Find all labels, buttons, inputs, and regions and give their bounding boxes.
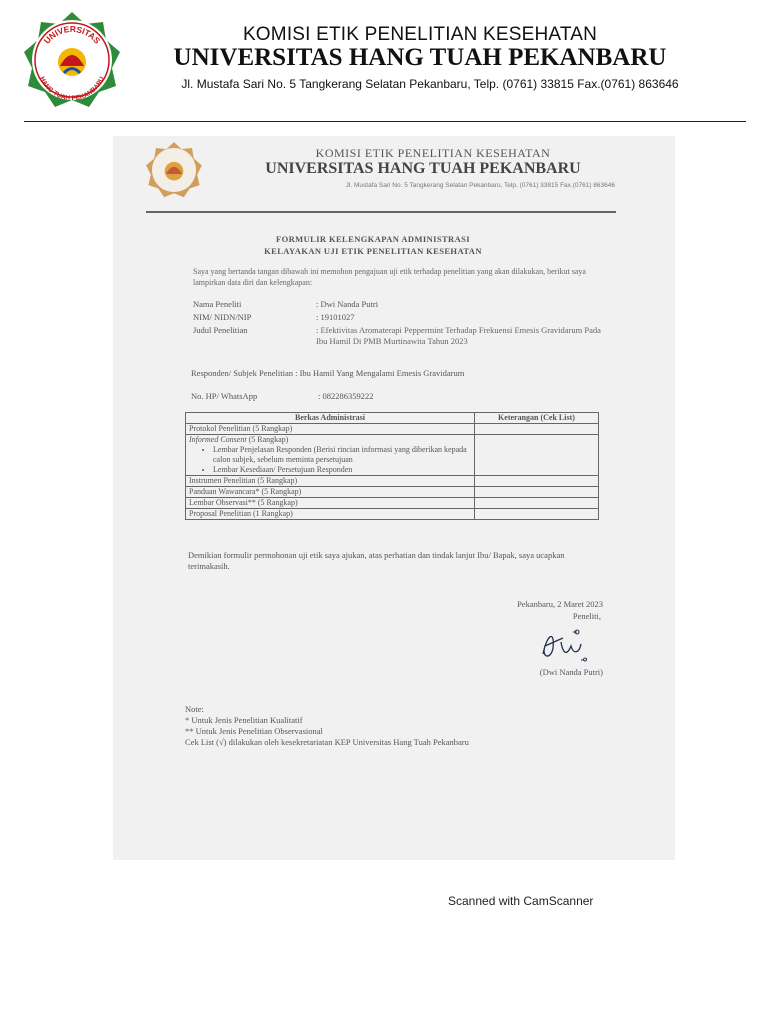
table-row: [186, 424, 599, 435]
scan-header-university: UNIVERSITAS HANG TUAH PEKANBARU: [265, 160, 581, 177]
field-value-nim: : 19101027: [316, 312, 355, 322]
table-row: [186, 498, 599, 509]
notes-block: [185, 704, 605, 748]
table-col-keterangan: Keterangan (Cek List): [475, 413, 599, 424]
form-intro: Saya yang bertanda tangan dibawah ini memohon pengajuan uji etik terhadap penelitian yang akan dilakukan, berikut saya lampirkan data diri dan kelengkapan:: [193, 267, 586, 287]
signer-name: (Dwi Nanda Putri): [539, 667, 603, 677]
table-row: [186, 476, 599, 487]
table-cell-check: [475, 435, 599, 476]
field-label-nim: NIM/ NIDN/NIP: [193, 312, 252, 322]
table-cell-check: [475, 487, 599, 498]
note-heading: Note:: [185, 704, 204, 714]
informed-consent-title: Informed Consent: [189, 435, 247, 444]
table-cell-protokol: Protokol Penelitian (5 Rangkap): [186, 424, 475, 435]
table-cell-instrumen: Instrumen Penelitian (5 Rangkap): [186, 476, 475, 487]
university-logo: [22, 10, 122, 110]
table-cell-observasi: Lembar Observasi** (5 Rangkap): [186, 498, 475, 509]
closing-statement: Demikian formulir permohonan uji etik saya ajukan, atas perhatian dan tindak lanjut Ibu/ Bapak, saya ucapkan terimakasih.: [188, 550, 565, 571]
header-address: Jl. Mustafa Sari No. 5 Tangkerang Selatan Pekanbaru, Telp. (0761) 33815 Fax.(0761) 863646: [181, 77, 679, 91]
table-row: [186, 487, 599, 498]
field-value-nama: : Dwi Nanda Putri: [316, 299, 379, 309]
note-item: ** Untuk Jenis Penelitian Observasional: [185, 726, 323, 736]
list-item: • Lembar Kesediaan/ Persetujuan Responden: [213, 465, 471, 475]
table-cell-check: [475, 476, 599, 487]
logo-text-top: UNIVERSITAS: [41, 23, 103, 46]
form-title: [173, 233, 573, 257]
header-divider: [24, 121, 746, 122]
table-row: [186, 435, 599, 476]
table-cell-informed-consent: [186, 435, 475, 476]
table-row: [186, 509, 599, 520]
field-label-judul: Judul Penelitian: [193, 325, 248, 335]
signer-role: Peneliti,: [572, 611, 601, 621]
logo-text-bottom: HANG TUAH PEKANBARU: [38, 75, 106, 103]
field-value-hp: : 082286359222: [318, 391, 374, 401]
scanned-form: [113, 136, 675, 860]
scan-header-committee: KOMISI ETIK PENELITIAN KESEHATAN: [315, 146, 551, 160]
table-cell-panduan: Panduan Wawancara* (5 Rangkap): [186, 487, 475, 498]
table-header-row: [186, 413, 599, 424]
table-cell-check: [475, 509, 599, 520]
field-label-nama: Nama Peneliti: [193, 299, 242, 309]
field-responden: Responden/ Subjek Penelitian : Ibu Hamil Yang Mengalami Emesis Gravidarum: [191, 368, 465, 378]
informed-consent-list: [189, 445, 471, 475]
form-title-line1: FORMULIR KELENGKAPAN ADMINISTRASI: [276, 234, 470, 244]
header-committee: KOMISI ETIK PENELITIAN KESEHATAN: [242, 24, 598, 45]
table-col-berkas: Berkas Administrasi: [186, 413, 475, 424]
header-university: UNIVERSITAS HANG TUAH PEKANBARU: [173, 44, 667, 71]
note-item: * Untuk Jenis Penelitian Kualitatif: [185, 715, 303, 725]
table-cell-check: [475, 424, 599, 435]
scan-university-logo: [145, 141, 203, 199]
field-value-judul: : Efektivitas Aromaterapi Peppermint Terhadap Frekuensi Emesis Gravidarum Pada Ibu Hamil Di PMB Murtinawita Tahun 2023: [316, 325, 601, 346]
camscanner-watermark: Scanned with CamScanner: [448, 894, 594, 908]
form-title-line2: KELAYAKAN UJI ETIK PENELITIAN KESEHATAN: [264, 246, 482, 256]
signature: [533, 624, 593, 666]
list-item: • Lembar Penjelasan Responden (Berisi rincian informasi yang diberikan kepada calon subjek, sebelum meminta persetujuan: [213, 445, 471, 465]
admin-checklist-table: [185, 412, 599, 520]
place-date: Pekanbaru, 2 Maret 2023: [517, 599, 603, 609]
note-item: Cek List (√) dilakukan oleh kesekretariatan KEP Universitas Hang Tuah Pekanbaru: [185, 737, 469, 747]
informed-consent-suffix: (5 Rangkap): [246, 435, 289, 444]
table-cell-check: [475, 498, 599, 509]
scan-header-divider: [146, 211, 616, 213]
field-label-hp: No. HP/ WhatsApp: [191, 391, 258, 401]
scan-header-address: Jl. Mustafa Sari No. 5 Tangkerang Selatan Pekanbaru, Telp. (0761) 33815 Fax.(0761) 863646: [345, 182, 615, 189]
table-cell-proposal: Proposal Penelitian (1 Rangkap): [186, 509, 475, 520]
